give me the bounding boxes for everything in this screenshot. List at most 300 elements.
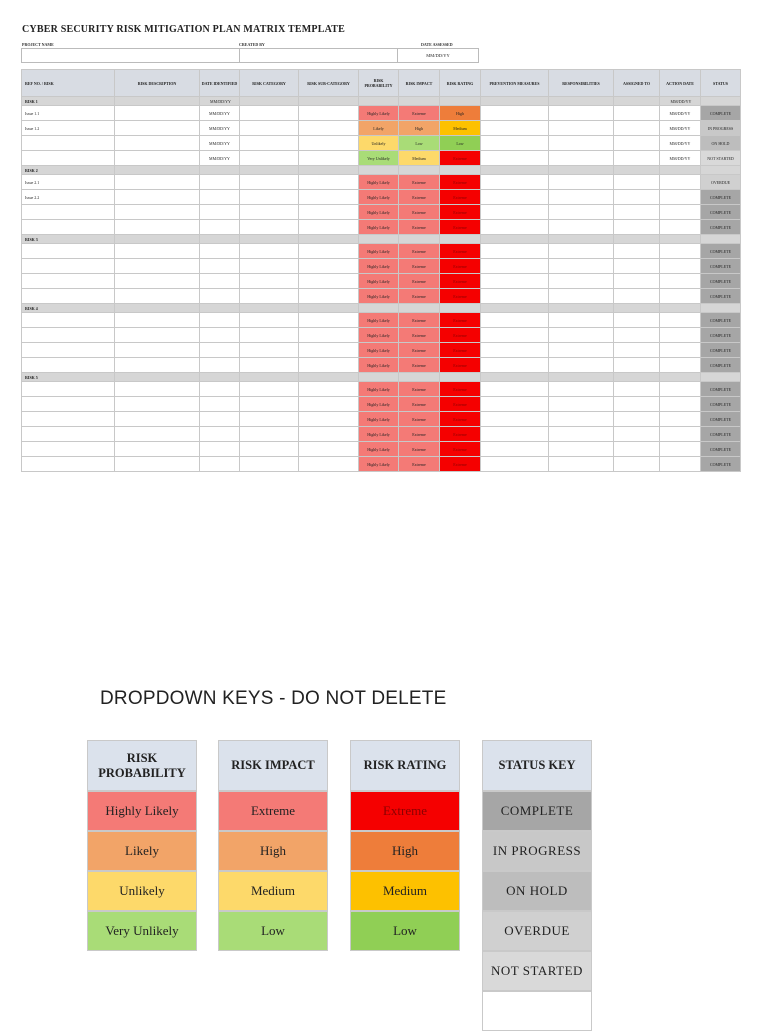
- risk-rating-cell[interactable]: Extreme: [440, 313, 481, 328]
- action-date-cell[interactable]: [660, 235, 701, 244]
- created-by-field[interactable]: [239, 48, 398, 63]
- prevention-measures-cell[interactable]: [481, 412, 549, 427]
- risk-category-cell[interactable]: [240, 412, 299, 427]
- date-identified-cell[interactable]: [200, 304, 240, 313]
- risk-description-cell[interactable]: [115, 244, 200, 259]
- risk-sub-category-cell[interactable]: [299, 205, 359, 220]
- responsibilities-cell[interactable]: [549, 220, 614, 235]
- assigned-to-cell[interactable]: [614, 136, 660, 151]
- risk-rating-cell[interactable]: Extreme: [440, 289, 481, 304]
- risk-description-cell[interactable]: [115, 274, 200, 289]
- assigned-to-cell[interactable]: [614, 220, 660, 235]
- risk-sub-category-cell[interactable]: [299, 106, 359, 121]
- prevention-measures-cell[interactable]: [481, 397, 549, 412]
- risk-category-cell[interactable]: [240, 304, 299, 313]
- risk-impact-cell[interactable]: Extreme: [399, 190, 440, 205]
- responsibilities-cell[interactable]: [549, 412, 614, 427]
- risk-rating-cell[interactable]: Extreme: [440, 343, 481, 358]
- risk-description-cell[interactable]: [115, 106, 200, 121]
- assigned-to-cell[interactable]: [614, 205, 660, 220]
- prevention-measures-cell[interactable]: [481, 427, 549, 442]
- risk-description-cell[interactable]: [115, 457, 200, 472]
- assigned-to-cell[interactable]: [614, 382, 660, 397]
- risk-group-label[interactable]: RISK 3: [22, 235, 115, 244]
- status-cell[interactable]: ON HOLD: [701, 136, 741, 151]
- ref-cell[interactable]: Issue 2.1: [22, 175, 115, 190]
- risk-rating-cell[interactable]: Extreme: [440, 151, 481, 166]
- prevention-measures-cell[interactable]: [481, 190, 549, 205]
- risk-probability-cell[interactable]: Highly Likely: [359, 328, 399, 343]
- assigned-to-cell[interactable]: [614, 259, 660, 274]
- risk-sub-category-cell[interactable]: [299, 166, 359, 175]
- responsibilities-cell[interactable]: [549, 427, 614, 442]
- responsibilities-cell[interactable]: [549, 259, 614, 274]
- prevention-measures-cell[interactable]: [481, 313, 549, 328]
- action-date-cell[interactable]: [660, 382, 701, 397]
- risk-rating-cell[interactable]: Extreme: [440, 457, 481, 472]
- date-assessed-field[interactable]: MM/DD/YY: [397, 48, 479, 63]
- assigned-to-cell[interactable]: [614, 304, 660, 313]
- action-date-cell[interactable]: [660, 343, 701, 358]
- risk-description-cell[interactable]: [115, 313, 200, 328]
- project-name-field[interactable]: [21, 48, 240, 63]
- prevention-measures-cell[interactable]: [481, 205, 549, 220]
- status-cell[interactable]: COMPLETE: [701, 313, 741, 328]
- risk-rating-cell[interactable]: [440, 166, 481, 175]
- assigned-to-cell[interactable]: [614, 373, 660, 382]
- risk-category-cell[interactable]: [240, 427, 299, 442]
- risk-description-cell[interactable]: [115, 373, 200, 382]
- risk-sub-category-cell[interactable]: [299, 259, 359, 274]
- status-cell[interactable]: COMPLETE: [701, 457, 741, 472]
- responsibilities-cell[interactable]: [549, 166, 614, 175]
- risk-probability-cell[interactable]: Highly Likely: [359, 190, 399, 205]
- action-date-cell[interactable]: [660, 373, 701, 382]
- date-identified-cell[interactable]: [200, 373, 240, 382]
- risk-rating-cell[interactable]: Extreme: [440, 427, 481, 442]
- responsibilities-cell[interactable]: [549, 106, 614, 121]
- risk-description-cell[interactable]: [115, 289, 200, 304]
- risk-rating-cell[interactable]: [440, 304, 481, 313]
- risk-rating-cell[interactable]: [440, 235, 481, 244]
- prevention-measures-cell[interactable]: [481, 343, 549, 358]
- risk-probability-cell[interactable]: [359, 304, 399, 313]
- risk-probability-cell[interactable]: [359, 166, 399, 175]
- action-date-cell[interactable]: [660, 274, 701, 289]
- ref-cell[interactable]: [22, 220, 115, 235]
- prevention-measures-cell[interactable]: [481, 244, 549, 259]
- action-date-cell[interactable]: MM/DD/YY: [660, 121, 701, 136]
- risk-probability-cell[interactable]: Highly Likely: [359, 289, 399, 304]
- risk-description-cell[interactable]: [115, 151, 200, 166]
- assigned-to-cell[interactable]: [614, 358, 660, 373]
- risk-sub-category-cell[interactable]: [299, 136, 359, 151]
- prevention-measures-cell[interactable]: [481, 106, 549, 121]
- risk-impact-cell[interactable]: Extreme: [399, 397, 440, 412]
- responsibilities-cell[interactable]: [549, 190, 614, 205]
- risk-sub-category-cell[interactable]: [299, 328, 359, 343]
- prevention-measures-cell[interactable]: [481, 136, 549, 151]
- risk-rating-cell[interactable]: [440, 373, 481, 382]
- risk-sub-category-cell[interactable]: [299, 175, 359, 190]
- action-date-cell[interactable]: MM/DD/YY: [660, 97, 701, 106]
- ref-cell[interactable]: Issue 1.1: [22, 106, 115, 121]
- risk-probability-cell[interactable]: Highly Likely: [359, 175, 399, 190]
- action-date-cell[interactable]: [660, 397, 701, 412]
- prevention-measures-cell[interactable]: [481, 442, 549, 457]
- risk-impact-cell[interactable]: Extreme: [399, 427, 440, 442]
- risk-category-cell[interactable]: [240, 106, 299, 121]
- risk-rating-cell[interactable]: Medium: [440, 121, 481, 136]
- assigned-to-cell[interactable]: [614, 427, 660, 442]
- date-identified-cell[interactable]: [200, 289, 240, 304]
- risk-category-cell[interactable]: [240, 382, 299, 397]
- risk-probability-cell[interactable]: [359, 235, 399, 244]
- assigned-to-cell[interactable]: [614, 289, 660, 304]
- risk-sub-category-cell[interactable]: [299, 220, 359, 235]
- risk-group-label[interactable]: RISK 1: [22, 97, 115, 106]
- prevention-measures-cell[interactable]: [481, 97, 549, 106]
- prevention-measures-cell[interactable]: [481, 175, 549, 190]
- risk-probability-cell[interactable]: Highly Likely: [359, 412, 399, 427]
- responsibilities-cell[interactable]: [549, 442, 614, 457]
- risk-description-cell[interactable]: [115, 343, 200, 358]
- risk-impact-cell[interactable]: Extreme: [399, 175, 440, 190]
- status-cell[interactable]: [701, 235, 741, 244]
- date-identified-cell[interactable]: [200, 313, 240, 328]
- status-cell[interactable]: COMPLETE: [701, 343, 741, 358]
- risk-category-cell[interactable]: [240, 151, 299, 166]
- risk-sub-category-cell[interactable]: [299, 358, 359, 373]
- risk-sub-category-cell[interactable]: [299, 397, 359, 412]
- risk-probability-cell[interactable]: Highly Likely: [359, 259, 399, 274]
- risk-rating-cell[interactable]: Low: [440, 136, 481, 151]
- risk-description-cell[interactable]: [115, 220, 200, 235]
- risk-sub-category-cell[interactable]: [299, 190, 359, 205]
- risk-category-cell[interactable]: [240, 220, 299, 235]
- date-identified-cell[interactable]: [200, 328, 240, 343]
- risk-impact-cell[interactable]: [399, 166, 440, 175]
- risk-description-cell[interactable]: [115, 427, 200, 442]
- action-date-cell[interactable]: [660, 220, 701, 235]
- responsibilities-cell[interactable]: [549, 136, 614, 151]
- risk-description-cell[interactable]: [115, 166, 200, 175]
- risk-impact-cell[interactable]: Extreme: [399, 328, 440, 343]
- risk-category-cell[interactable]: [240, 397, 299, 412]
- risk-probability-cell[interactable]: Highly Likely: [359, 397, 399, 412]
- responsibilities-cell[interactable]: [549, 97, 614, 106]
- risk-rating-cell[interactable]: Extreme: [440, 397, 481, 412]
- risk-description-cell[interactable]: [115, 205, 200, 220]
- risk-description-cell[interactable]: [115, 235, 200, 244]
- date-identified-cell[interactable]: [200, 397, 240, 412]
- risk-category-cell[interactable]: [240, 166, 299, 175]
- risk-sub-category-cell[interactable]: [299, 412, 359, 427]
- assigned-to-cell[interactable]: [614, 313, 660, 328]
- risk-description-cell[interactable]: [115, 442, 200, 457]
- status-cell[interactable]: COMPLETE: [701, 442, 741, 457]
- risk-description-cell[interactable]: [115, 397, 200, 412]
- risk-category-cell[interactable]: [240, 235, 299, 244]
- status-cell[interactable]: IN PROGRESS: [701, 121, 741, 136]
- responsibilities-cell[interactable]: [549, 151, 614, 166]
- date-identified-cell[interactable]: [200, 343, 240, 358]
- risk-rating-cell[interactable]: Extreme: [440, 175, 481, 190]
- prevention-measures-cell[interactable]: [481, 289, 549, 304]
- risk-description-cell[interactable]: [115, 136, 200, 151]
- risk-rating-cell[interactable]: [440, 97, 481, 106]
- risk-sub-category-cell[interactable]: [299, 373, 359, 382]
- date-identified-cell[interactable]: [200, 166, 240, 175]
- prevention-measures-cell[interactable]: [481, 151, 549, 166]
- risk-description-cell[interactable]: [115, 382, 200, 397]
- assigned-to-cell[interactable]: [614, 106, 660, 121]
- prevention-measures-cell[interactable]: [481, 457, 549, 472]
- risk-description-cell[interactable]: [115, 304, 200, 313]
- ref-cell[interactable]: Issue 1.2: [22, 121, 115, 136]
- risk-impact-cell[interactable]: Extreme: [399, 442, 440, 457]
- action-date-cell[interactable]: MM/DD/YY: [660, 106, 701, 121]
- risk-sub-category-cell[interactable]: [299, 274, 359, 289]
- responsibilities-cell[interactable]: [549, 175, 614, 190]
- action-date-cell[interactable]: [660, 289, 701, 304]
- status-cell[interactable]: COMPLETE: [701, 289, 741, 304]
- action-date-cell[interactable]: [660, 244, 701, 259]
- assigned-to-cell[interactable]: [614, 151, 660, 166]
- risk-impact-cell[interactable]: Extreme: [399, 343, 440, 358]
- assigned-to-cell[interactable]: [614, 166, 660, 175]
- date-identified-cell[interactable]: [200, 274, 240, 289]
- action-date-cell[interactable]: [660, 427, 701, 442]
- prevention-measures-cell[interactable]: [481, 382, 549, 397]
- prevention-measures-cell[interactable]: [481, 220, 549, 235]
- risk-impact-cell[interactable]: Extreme: [399, 259, 440, 274]
- status-cell[interactable]: COMPLETE: [701, 205, 741, 220]
- risk-description-cell[interactable]: [115, 259, 200, 274]
- risk-category-cell[interactable]: [240, 373, 299, 382]
- risk-description-cell[interactable]: [115, 412, 200, 427]
- risk-sub-category-cell[interactable]: [299, 442, 359, 457]
- action-date-cell[interactable]: [660, 328, 701, 343]
- date-identified-cell[interactable]: MM/DD/YY: [200, 106, 240, 121]
- risk-category-cell[interactable]: [240, 313, 299, 328]
- status-cell[interactable]: COMPLETE: [701, 274, 741, 289]
- date-identified-cell[interactable]: MM/DD/YY: [200, 97, 240, 106]
- status-cell[interactable]: OVERDUE: [701, 175, 741, 190]
- ref-cell[interactable]: [22, 427, 115, 442]
- date-identified-cell[interactable]: [200, 412, 240, 427]
- status-cell[interactable]: COMPLETE: [701, 397, 741, 412]
- assigned-to-cell[interactable]: [614, 412, 660, 427]
- assigned-to-cell[interactable]: [614, 343, 660, 358]
- ref-cell[interactable]: [22, 244, 115, 259]
- risk-impact-cell[interactable]: Extreme: [399, 382, 440, 397]
- assigned-to-cell[interactable]: [614, 442, 660, 457]
- status-cell[interactable]: [701, 304, 741, 313]
- risk-category-cell[interactable]: [240, 358, 299, 373]
- date-identified-cell[interactable]: [200, 244, 240, 259]
- status-cell[interactable]: COMPLETE: [701, 244, 741, 259]
- action-date-cell[interactable]: MM/DD/YY: [660, 151, 701, 166]
- risk-rating-cell[interactable]: Extreme: [440, 220, 481, 235]
- risk-category-cell[interactable]: [240, 274, 299, 289]
- status-cell[interactable]: COMPLETE: [701, 382, 741, 397]
- risk-probability-cell[interactable]: Highly Likely: [359, 457, 399, 472]
- status-cell[interactable]: COMPLETE: [701, 328, 741, 343]
- risk-impact-cell[interactable]: Extreme: [399, 205, 440, 220]
- risk-rating-cell[interactable]: Extreme: [440, 259, 481, 274]
- prevention-measures-cell[interactable]: [481, 304, 549, 313]
- risk-impact-cell[interactable]: Extreme: [399, 274, 440, 289]
- risk-description-cell[interactable]: [115, 358, 200, 373]
- risk-description-cell[interactable]: [115, 97, 200, 106]
- action-date-cell[interactable]: [660, 358, 701, 373]
- prevention-measures-cell[interactable]: [481, 358, 549, 373]
- risk-category-cell[interactable]: [240, 343, 299, 358]
- status-cell[interactable]: COMPLETE: [701, 190, 741, 205]
- risk-rating-cell[interactable]: Extreme: [440, 412, 481, 427]
- risk-impact-cell[interactable]: Extreme: [399, 106, 440, 121]
- risk-category-cell[interactable]: [240, 457, 299, 472]
- action-date-cell[interactable]: [660, 259, 701, 274]
- prevention-measures-cell[interactable]: [481, 328, 549, 343]
- risk-probability-cell[interactable]: Highly Likely: [359, 427, 399, 442]
- risk-probability-cell[interactable]: [359, 373, 399, 382]
- date-identified-cell[interactable]: [200, 235, 240, 244]
- ref-cell[interactable]: [22, 259, 115, 274]
- responsibilities-cell[interactable]: [549, 304, 614, 313]
- risk-probability-cell[interactable]: Highly Likely: [359, 220, 399, 235]
- risk-impact-cell[interactable]: Extreme: [399, 244, 440, 259]
- date-identified-cell[interactable]: MM/DD/YY: [200, 151, 240, 166]
- assigned-to-cell[interactable]: [614, 457, 660, 472]
- status-cell[interactable]: COMPLETE: [701, 106, 741, 121]
- action-date-cell[interactable]: MM/DD/YY: [660, 136, 701, 151]
- assigned-to-cell[interactable]: [614, 274, 660, 289]
- responsibilities-cell[interactable]: [549, 289, 614, 304]
- ref-cell[interactable]: [22, 457, 115, 472]
- risk-impact-cell[interactable]: [399, 373, 440, 382]
- responsibilities-cell[interactable]: [549, 382, 614, 397]
- assigned-to-cell[interactable]: [614, 235, 660, 244]
- ref-cell[interactable]: [22, 412, 115, 427]
- risk-category-cell[interactable]: [240, 136, 299, 151]
- risk-probability-cell[interactable]: Highly Likely: [359, 382, 399, 397]
- risk-rating-cell[interactable]: Extreme: [440, 274, 481, 289]
- responsibilities-cell[interactable]: [549, 235, 614, 244]
- responsibilities-cell[interactable]: [549, 313, 614, 328]
- risk-probability-cell[interactable]: [359, 97, 399, 106]
- risk-rating-cell[interactable]: Extreme: [440, 328, 481, 343]
- responsibilities-cell[interactable]: [549, 244, 614, 259]
- action-date-cell[interactable]: [660, 190, 701, 205]
- date-identified-cell[interactable]: [200, 442, 240, 457]
- risk-impact-cell[interactable]: Extreme: [399, 457, 440, 472]
- date-identified-cell[interactable]: [200, 427, 240, 442]
- action-date-cell[interactable]: [660, 442, 701, 457]
- risk-probability-cell[interactable]: Highly Likely: [359, 205, 399, 220]
- risk-sub-category-cell[interactable]: [299, 427, 359, 442]
- date-identified-cell[interactable]: [200, 358, 240, 373]
- risk-group-label[interactable]: RISK 4: [22, 304, 115, 313]
- risk-impact-cell[interactable]: Extreme: [399, 358, 440, 373]
- risk-description-cell[interactable]: [115, 328, 200, 343]
- prevention-measures-cell[interactable]: [481, 235, 549, 244]
- ref-cell[interactable]: [22, 289, 115, 304]
- ref-cell[interactable]: [22, 151, 115, 166]
- assigned-to-cell[interactable]: [614, 121, 660, 136]
- risk-sub-category-cell[interactable]: [299, 235, 359, 244]
- risk-impact-cell[interactable]: Extreme: [399, 313, 440, 328]
- risk-sub-category-cell[interactable]: [299, 151, 359, 166]
- risk-category-cell[interactable]: [240, 289, 299, 304]
- risk-impact-cell[interactable]: Medium: [399, 151, 440, 166]
- risk-probability-cell[interactable]: Highly Likely: [359, 244, 399, 259]
- risk-rating-cell[interactable]: Extreme: [440, 358, 481, 373]
- status-cell[interactable]: NOT STARTED: [701, 151, 741, 166]
- risk-description-cell[interactable]: [115, 121, 200, 136]
- date-identified-cell[interactable]: [200, 382, 240, 397]
- prevention-measures-cell[interactable]: [481, 373, 549, 382]
- risk-category-cell[interactable]: [240, 259, 299, 274]
- risk-category-cell[interactable]: [240, 97, 299, 106]
- action-date-cell[interactable]: [660, 166, 701, 175]
- prevention-measures-cell[interactable]: [481, 259, 549, 274]
- risk-impact-cell[interactable]: [399, 235, 440, 244]
- assigned-to-cell[interactable]: [614, 175, 660, 190]
- risk-impact-cell[interactable]: [399, 97, 440, 106]
- ref-cell[interactable]: [22, 136, 115, 151]
- risk-category-cell[interactable]: [240, 175, 299, 190]
- risk-sub-category-cell[interactable]: [299, 382, 359, 397]
- risk-sub-category-cell[interactable]: [299, 244, 359, 259]
- risk-probability-cell[interactable]: Highly Likely: [359, 358, 399, 373]
- status-cell[interactable]: [701, 97, 741, 106]
- risk-category-cell[interactable]: [240, 328, 299, 343]
- risk-probability-cell[interactable]: Very Unlikely: [359, 151, 399, 166]
- risk-rating-cell[interactable]: Extreme: [440, 442, 481, 457]
- status-cell[interactable]: [701, 373, 741, 382]
- risk-description-cell[interactable]: [115, 175, 200, 190]
- ref-cell[interactable]: [22, 328, 115, 343]
- risk-impact-cell[interactable]: High: [399, 121, 440, 136]
- ref-cell[interactable]: [22, 382, 115, 397]
- assigned-to-cell[interactable]: [614, 244, 660, 259]
- risk-category-cell[interactable]: [240, 190, 299, 205]
- risk-sub-category-cell[interactable]: [299, 97, 359, 106]
- assigned-to-cell[interactable]: [614, 190, 660, 205]
- responsibilities-cell[interactable]: [549, 373, 614, 382]
- risk-category-cell[interactable]: [240, 205, 299, 220]
- ref-cell[interactable]: [22, 274, 115, 289]
- risk-sub-category-cell[interactable]: [299, 121, 359, 136]
- status-cell[interactable]: COMPLETE: [701, 220, 741, 235]
- risk-sub-category-cell[interactable]: [299, 457, 359, 472]
- risk-impact-cell[interactable]: Extreme: [399, 412, 440, 427]
- risk-rating-cell[interactable]: Extreme: [440, 382, 481, 397]
- action-date-cell[interactable]: [660, 457, 701, 472]
- assigned-to-cell[interactable]: [614, 397, 660, 412]
- risk-probability-cell[interactable]: Highly Likely: [359, 274, 399, 289]
- responsibilities-cell[interactable]: [549, 397, 614, 412]
- responsibilities-cell[interactable]: [549, 274, 614, 289]
- date-identified-cell[interactable]: [200, 259, 240, 274]
- ref-cell[interactable]: [22, 358, 115, 373]
- risk-rating-cell[interactable]: Extreme: [440, 205, 481, 220]
- risk-sub-category-cell[interactable]: [299, 343, 359, 358]
- risk-probability-cell[interactable]: Highly Likely: [359, 313, 399, 328]
- date-identified-cell[interactable]: [200, 220, 240, 235]
